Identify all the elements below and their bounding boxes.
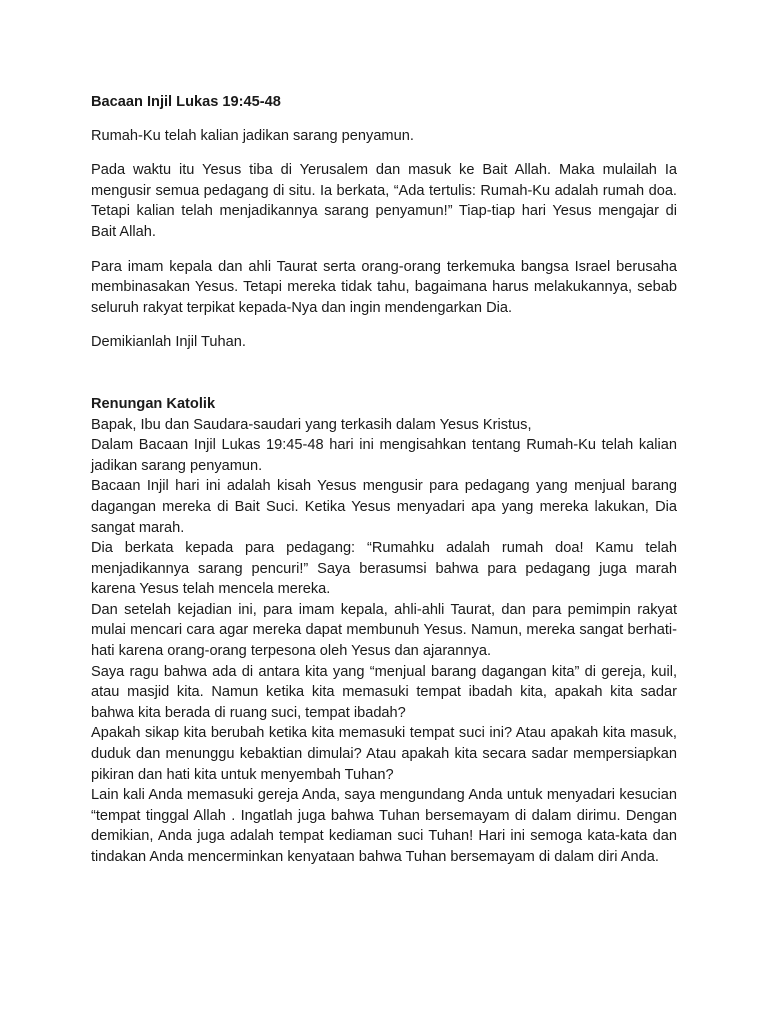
renungan-paragraph-4: Dia berkata kepada para pedagang: “Rumahku adalah rumah doa! Kamu telah menjadikannya sarang pencuri!” Saya berasumsi bahwa para pedagang juga marah karena Yesus telah mencela mereka.	[91, 540, 677, 598]
renungan-paragraph-2: Dalam Bacaan Injil Lukas 19:45-48 hari ini mengisahkan tentang Rumah-Ku telah kalian jadikan sarang penyamun.	[91, 437, 677, 474]
renungan-paragraph-8: Lain kali Anda memasuki gereja Anda, saya mengundang Anda untuk menyadari kesucian “tempat tinggal Allah . Ingatlah juga bahwa Tuhan bersemayam di dalam dirimu. Dengan demikian, Anda juga adalah tempat kediaman suci Tuhan! Hari ini semoga kata-kata dan tindakan Anda mencerminkan kenyataan bahwa Tuhan bersemayam di dalam diri Anda.	[91, 787, 677, 865]
reading-paragraph-1: Pada waktu itu Yesus tiba di Yerusalem dan masuk ke Bait Allah. Maka mulailah Ia mengusir semua pedagang di situ. Ia berkata, “Ada tertulis: Rumah-Ku adalah rumah doa. Tetapi kalian telah menjadikannya sarang penyamun!” Tiap-tiap hari Yesus mengajar di Bait Allah.	[91, 162, 677, 240]
renungan-paragraph-1: Bapak, Ibu dan Saudara-saudari yang terkasih dalam Yesus Kristus,	[91, 416, 532, 433]
renungan-paragraph-3: Bacaan Injil hari ini adalah kisah Yesus mengusir para pedagang yang menjual barang dagangan mereka di Bait Suci. Ketika Yesus menyadari apa yang mereka lakukan, Dia sangat marah.	[91, 478, 677, 536]
reading-paragraph-2: Para imam kepala dan ahli Taurat serta orang-orang terkemuka bangsa Israel berusaha membinasakan Yesus. Tetapi mereka tidak tahu, bagaimana harus melakukannya, sebab seluruh rakyat terpikat kepada-Nya dan ingin mendengarkan Dia.	[91, 258, 677, 316]
section-spacer	[91, 367, 677, 394]
renungan-paragraph-6: Saya ragu bahwa ada di antara kita yang “menjual barang dagangan kita” di gereja, kuil, atau masjid kita. Namun ketika kita memasuki tempat ibadah kita, apakah kita sadar bahwa kita berada di ruang suci, tempat ibadah?	[91, 663, 677, 721]
reading-closing: Demikianlah Injil Tuhan.	[91, 334, 246, 351]
renungan-title: Renungan Katolik	[91, 395, 216, 412]
renungan-paragraph-5: Dan setelah kejadian ini, para imam kepala, ahli-ahli Taurat, dan para pemimpin rakyat mulai mencari cara agar mereka dapat membunuh Yesus. Namun, mereka sangat berhati-hati karena orang-orang terpesona oleh Yesus dan ajarannya.	[91, 601, 677, 660]
document-page	[91, 92, 677, 868]
renungan-paragraph-7: Apakah sikap kita berubah ketika kita memasuki tempat suci ini? Atau apakah kita masuk, duduk dan menunggu kebaktian dimulai? Atau apakah kita secara sadar mempersiapkan pikiran dan hati kita untuk menyembah Tuhan?	[91, 725, 677, 783]
reading-subtitle: Rumah-Ku telah kalian jadikan sarang penyamun.	[91, 127, 414, 144]
reading-title: Bacaan Injil Lukas 19:45-48	[91, 94, 281, 110]
